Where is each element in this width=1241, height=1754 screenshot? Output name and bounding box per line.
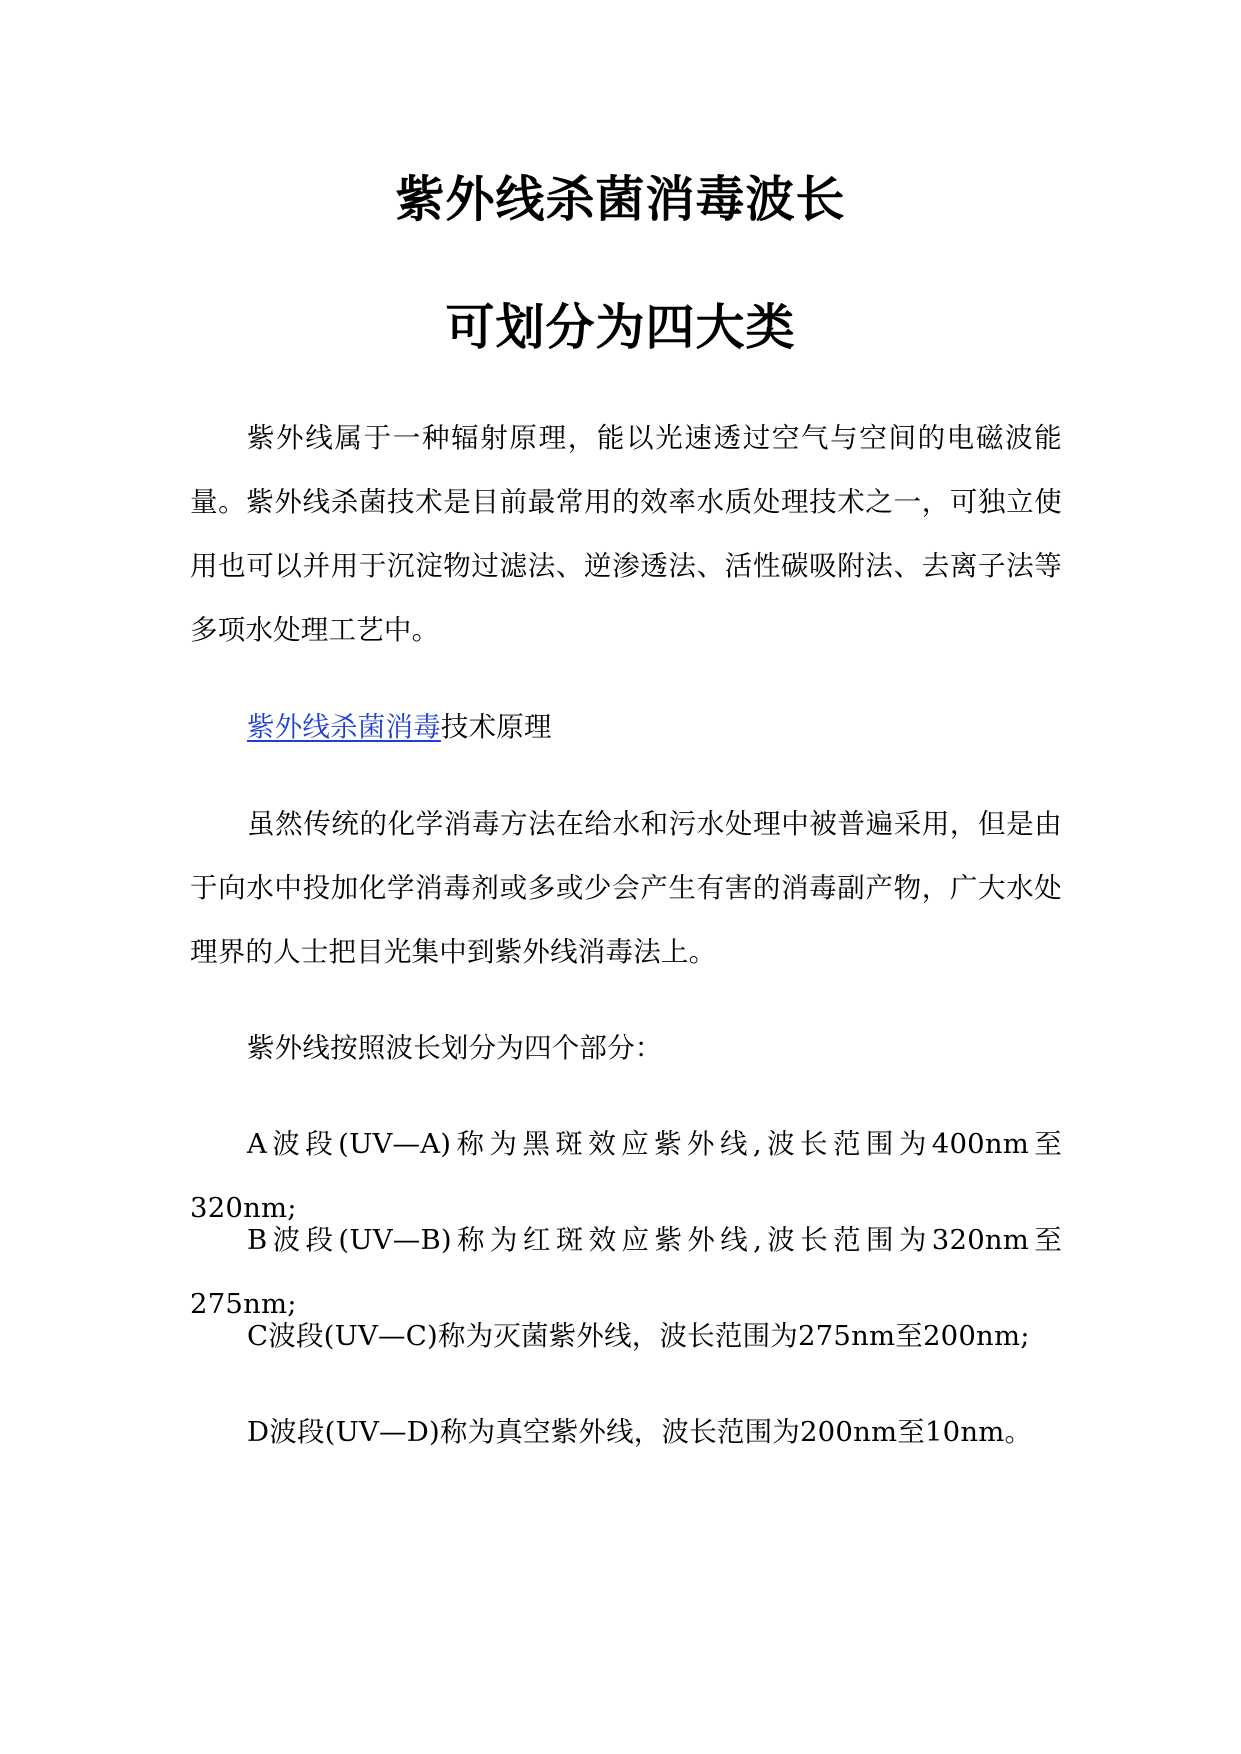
document-title-line-2: 可划分为四大类 <box>445 299 796 356</box>
intro-paragraph: 紫外线属于一种辐射原理，能以光速透过空气与空间的电磁波能量。紫外线杀菌技术是目前最常用的效率水质处理技术之一，可独立使用也可以并用于沉淀物过滤法、逆渗透法、活性碳吸附法、去离子法等多项水处理工艺中。 <box>190 422 1062 646</box>
document-title-line-1: 紫外线杀菌消毒波长 <box>395 171 846 228</box>
chemical-disinfection-paragraph: 虽然传统的化学消毒方法在给水和污水处理中被普遍采用，但是由于向水中投加化学消毒剂或多或少会产生有害的消毒副产物，广大水处理界的人士把目光集中到紫外线消毒法上。 <box>190 808 1062 968</box>
principle-heading <box>190 695 1062 759</box>
band-d-paragraph: D波段(UV—D)称为真空紫外线，波长范围为200nm至10nm。 <box>247 1416 1033 1448</box>
band-c-paragraph: C波段(UV—C)称为灭菌紫外线，波长范围为275nm至200nm; <box>247 1320 1030 1352</box>
uv-disinfection-link[interactable]: 紫外线杀菌消毒 <box>247 711 441 743</box>
band-b-paragraph: B波段(UV—B)称为红斑效应紫外线,波长范围为320nm至275nm; <box>190 1224 1062 1320</box>
principle-heading-text: 技术原理 <box>440 711 552 743</box>
division-intro-paragraph: 紫外线按照波长划分为四个部分： <box>247 1032 663 1064</box>
band-a-paragraph: A波段(UV—A)称为黑斑效应紫外线,波长范围为400nm至320nm; <box>190 1128 1062 1224</box>
